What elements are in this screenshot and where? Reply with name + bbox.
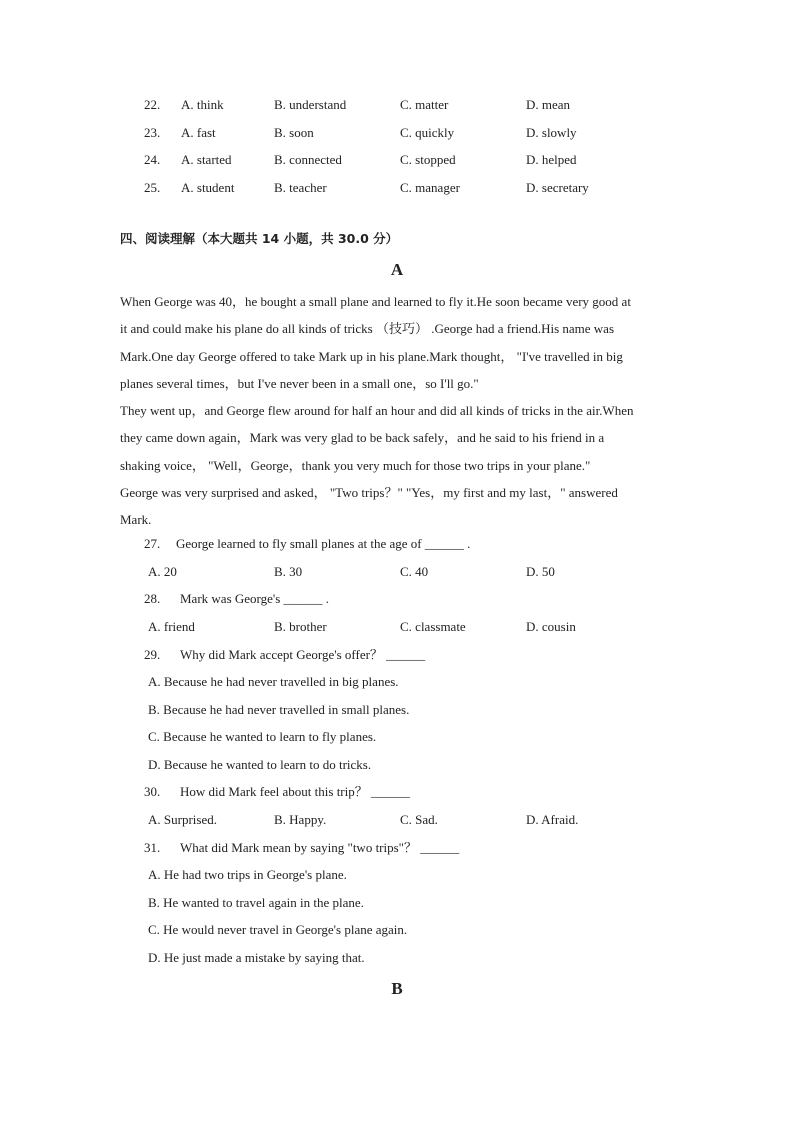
question-text: Mark was George's ______ . xyxy=(180,591,330,606)
part-a-heading: A xyxy=(390,260,404,279)
question-row xyxy=(0,838,794,858)
item-number: 23. xyxy=(144,125,161,140)
question-number: 29. xyxy=(144,647,161,662)
option-a: A. student xyxy=(181,180,235,195)
question-text: How did Mark feel about this trip？ ______ xyxy=(180,784,410,799)
option-d: D. helped xyxy=(526,152,577,167)
passage-line: Mark.One day George offered to take Mark up in his plane.Mark thought， "I've travelled in big xyxy=(120,348,623,364)
option-c: C. Sad. xyxy=(400,812,438,827)
question-text: George learned to fly small planes at the age of ______ . xyxy=(176,536,471,551)
options-row xyxy=(0,617,794,637)
question-row xyxy=(0,534,794,554)
option-d: D. mean xyxy=(526,97,571,112)
item-number: 25. xyxy=(144,180,161,195)
option-d: D. Afraid. xyxy=(526,812,579,827)
option-a: A. friend xyxy=(148,619,195,634)
option-line xyxy=(0,948,794,968)
option-c: C. classmate xyxy=(400,619,466,634)
options-row xyxy=(0,810,794,830)
option-a: A. think xyxy=(181,97,224,112)
option-d: D. cousin xyxy=(526,619,576,634)
passage-line: Mark. xyxy=(120,512,152,528)
option-b: B. 30 xyxy=(274,564,303,579)
option-line xyxy=(0,672,794,692)
question-text: Why did Mark accept George's offer？ ______ xyxy=(180,647,426,662)
passage-line: George was very surprised and asked， "Two trips？" "Yes，my first and my last，" answered xyxy=(120,485,618,501)
option-a: A. started xyxy=(181,152,232,167)
passage-line: They went up，and George flew around for half an hour and did all kinds of tricks in the air.When xyxy=(120,403,634,419)
option-line xyxy=(0,755,794,775)
option-d: D. secretary xyxy=(526,180,589,195)
option-c: C. stopped xyxy=(400,152,456,167)
item-number: 22. xyxy=(144,97,161,112)
option-d: D. He just made a mistake by saying that. xyxy=(148,950,365,965)
option-b: B. soon xyxy=(274,125,314,140)
section-title: 四、阅读理解（本大题共 14 小题，共 30.0 分） xyxy=(120,231,399,246)
option-b: B. brother xyxy=(274,619,327,634)
passage-line: it and could make his plane do all kinds of tricks （技巧） .George had a friend.His name was xyxy=(120,321,615,337)
passage-line: When George was 40，he bought a small plane and learned to fly it.He soon became very good at xyxy=(120,294,631,309)
cloze-item xyxy=(0,150,794,170)
cloze-item xyxy=(0,178,794,198)
option-line xyxy=(0,727,794,747)
option-c: C. He would never travel in George's plane again. xyxy=(148,922,408,937)
option-d: D. Because he wanted to learn to do tricks. xyxy=(148,757,372,772)
option-line xyxy=(0,920,794,940)
options-row xyxy=(0,562,794,582)
question-number: 28. xyxy=(144,591,161,606)
passage-line: shaking voice， "Well，George，thank you very much for those two trips in your plane." xyxy=(120,457,591,473)
question-row xyxy=(0,589,794,609)
cloze-item xyxy=(0,95,794,115)
option-a: A. Because he had never travelled in big planes. xyxy=(148,674,399,689)
option-c: C. quickly xyxy=(400,125,455,140)
question-row xyxy=(0,645,794,665)
option-b: B. understand xyxy=(274,97,347,112)
reading-passage xyxy=(120,288,680,534)
option-c: C. manager xyxy=(400,180,460,195)
question-number: 31. xyxy=(144,840,161,855)
passage-line: they came down again，Mark was very glad to be back safely，and he said to his friend in a xyxy=(120,430,605,446)
option-a: A. He had two trips in George's plane. xyxy=(148,867,347,882)
question-number: 27. xyxy=(144,536,161,551)
option-a: A. fast xyxy=(181,125,216,140)
option-line xyxy=(0,893,794,913)
option-d: D. slowly xyxy=(526,125,577,140)
option-b: B. connected xyxy=(274,152,342,167)
option-a: A. 20 xyxy=(148,564,177,579)
option-b: B. Happy. xyxy=(274,812,327,827)
item-number: 24. xyxy=(144,152,161,167)
option-b: B. teacher xyxy=(274,180,327,195)
question-number: 30. xyxy=(144,784,161,799)
question-row xyxy=(0,782,794,802)
option-b: B. He wanted to travel again in the plane. xyxy=(148,895,364,910)
option-b: B. Because he had never travelled in small planes. xyxy=(148,702,410,717)
question-text: What did Mark mean by saying "two trips"？ ______ xyxy=(180,840,460,855)
passage-line: planes several times，but I've never been in a small one，so I'll go." xyxy=(120,375,479,391)
option-c: C. Because he wanted to learn to fly planes. xyxy=(148,729,377,744)
cloze-item xyxy=(0,123,794,143)
option-line xyxy=(0,700,794,720)
option-d: D. 50 xyxy=(526,564,555,579)
option-line xyxy=(0,865,794,885)
option-a: A. Surprised. xyxy=(148,812,217,827)
part-b-heading: B xyxy=(391,979,403,998)
option-c: C. 40 xyxy=(400,564,429,579)
option-c: C. matter xyxy=(400,97,449,112)
